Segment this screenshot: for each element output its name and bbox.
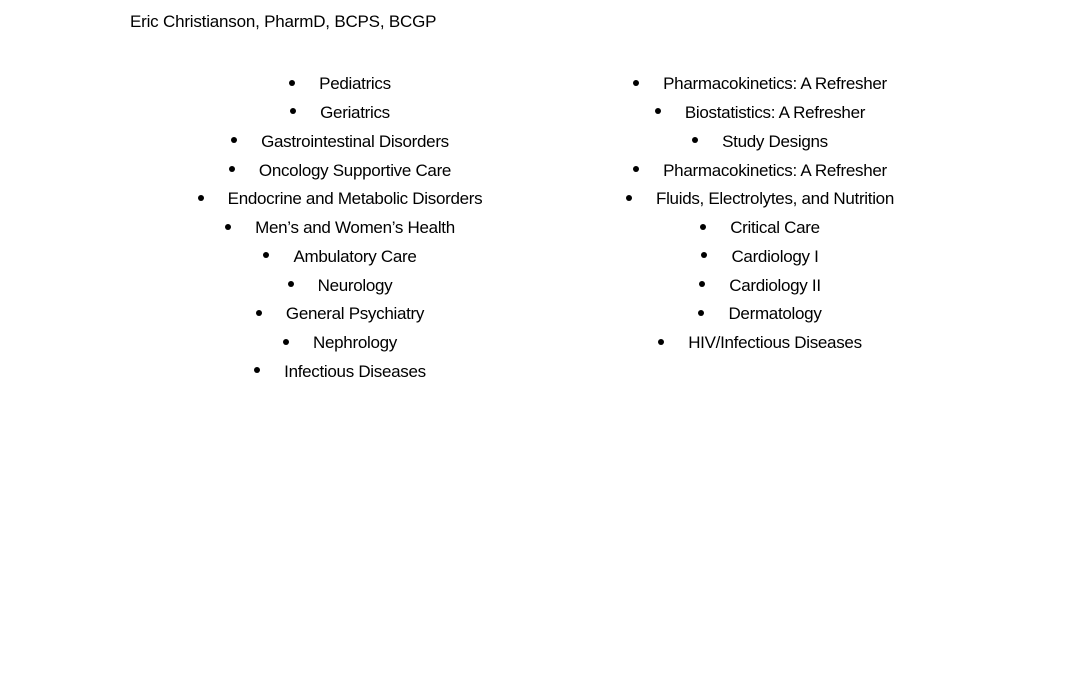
list-item-label: Pediatrics bbox=[319, 74, 391, 94]
bullet-icon bbox=[256, 310, 262, 316]
bullet-icon bbox=[655, 108, 661, 114]
list-item bbox=[580, 99, 940, 128]
list-item-label: Oncology Supportive Care bbox=[258, 160, 452, 180]
bullet-icon bbox=[289, 80, 295, 86]
bullet-icon bbox=[692, 137, 698, 143]
list-item-label: Pharmacokinetics: A Refresher bbox=[663, 74, 887, 94]
author-line: Eric Christianson, PharmD, BCPS, BCGP bbox=[130, 12, 437, 31]
bullet-icon bbox=[290, 108, 296, 114]
list-item bbox=[580, 243, 940, 272]
list-item-label: Biostatistics: A Refresher bbox=[684, 102, 866, 122]
list-item bbox=[580, 156, 940, 185]
bullet-icon bbox=[229, 166, 235, 172]
list-item-label: General Psychiatry bbox=[285, 304, 425, 324]
bullet-icon bbox=[701, 252, 707, 258]
list-item bbox=[160, 70, 520, 99]
list-item bbox=[160, 214, 520, 243]
list-item bbox=[580, 185, 940, 214]
list-item-label: Fluids, Electrolytes, and Nutrition bbox=[656, 189, 894, 209]
bullet-icon bbox=[633, 166, 639, 172]
bullet-icon bbox=[263, 252, 269, 258]
list-item-label: Cardiology I bbox=[731, 246, 819, 266]
list-item bbox=[580, 272, 940, 301]
list-item-label: Pharmacokinetics: A Refresher bbox=[663, 160, 887, 180]
list-item bbox=[160, 272, 520, 301]
bullet-icon bbox=[254, 367, 260, 373]
list-item bbox=[160, 300, 520, 329]
list-item-label: Infectious Diseases bbox=[284, 362, 426, 382]
bullet-icon bbox=[698, 310, 704, 316]
list-item-label: Endocrine and Metabolic Disorders bbox=[227, 189, 483, 209]
list-item bbox=[160, 329, 520, 358]
list-item bbox=[580, 128, 940, 157]
bullet-icon bbox=[231, 137, 237, 143]
bullet-icon bbox=[283, 339, 289, 345]
bullet-icon bbox=[626, 195, 632, 201]
list-item bbox=[160, 185, 520, 214]
list-item-label: Cardiology II bbox=[729, 275, 821, 295]
list-item bbox=[580, 329, 940, 358]
list-item-label: Neurology bbox=[317, 275, 393, 295]
list-item-label: Critical Care bbox=[730, 218, 820, 238]
list-item-label: HIV/Infectious Diseases bbox=[688, 333, 862, 353]
list-item-label: Men’s and Women’s Health bbox=[255, 218, 455, 238]
list-item-label: Nephrology bbox=[313, 333, 397, 353]
topic-list-right bbox=[580, 70, 940, 358]
bullet-icon bbox=[700, 224, 706, 230]
list-item-label: Ambulatory Care bbox=[293, 246, 417, 266]
list-item-label: Study Designs bbox=[722, 131, 828, 151]
bullet-icon bbox=[658, 339, 664, 345]
bullet-icon bbox=[225, 224, 231, 230]
bullet-icon bbox=[288, 281, 294, 287]
list-item-label: Geriatrics bbox=[320, 102, 390, 122]
list-item bbox=[160, 243, 520, 272]
list-item bbox=[580, 214, 940, 243]
topic-list-left bbox=[160, 70, 520, 387]
list-item bbox=[580, 70, 940, 99]
list-item bbox=[580, 300, 940, 329]
bullet-icon bbox=[198, 195, 204, 201]
list-item bbox=[160, 156, 520, 185]
list-item-label: Dermatology bbox=[728, 304, 822, 324]
bullet-icon bbox=[699, 281, 705, 287]
list-item bbox=[160, 128, 520, 157]
bullet-icon bbox=[633, 80, 639, 86]
list-item bbox=[160, 99, 520, 128]
list-item bbox=[160, 358, 520, 387]
list-item-label: Gastrointestinal Disorders bbox=[261, 131, 449, 151]
